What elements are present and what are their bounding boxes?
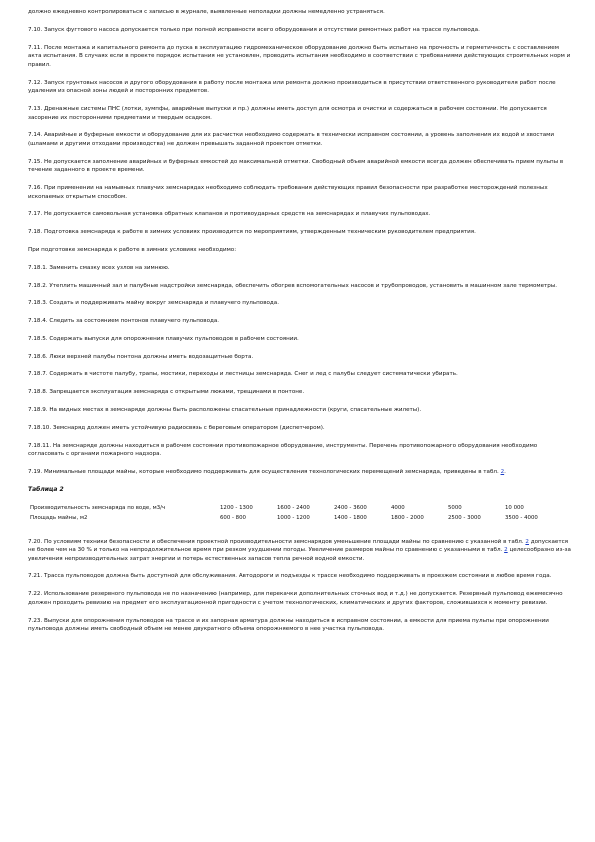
paragraph: 7.18.11. На земснаряде должны находиться в рабочем состоянии противопожарное оборудование, инструменты. Перечень противопожарного оборудования необходимо согласовать с органами пожарного надзора. — [28, 442, 538, 458]
table-cell: 1800 - 2000 — [391, 514, 424, 521]
table-2-link[interactable]: 2 — [525, 538, 529, 545]
paragraph-7-19: 7.19. Минимальные площади майны, которые необходимо поддерживать для осуществления технологических перемещений земснаряда, приведены в табл. 2. — [28, 468, 506, 475]
table-caption: Таблица 2 — [28, 485, 64, 493]
paragraph: 7.16. При применении на намывных плавучих земснарядах необходимо соблюдать требования действующих правил безопасности при разработке месторождений полезных ископаемых открытым способом. — [28, 185, 548, 200]
paragraph: 7.21. Трасса пульповодов должна быть доступной для обслуживания. Автодороги и подъезды к трассе необходимо поддерживать в проезжем состоянии в любое время года. — [28, 573, 552, 580]
paragraph: должно ежедневно контролироваться с записью в журнале, выявленные неполадки должны немедленно устраняться. — [28, 9, 385, 15]
table-cell: 1000 - 1200 — [277, 514, 310, 521]
table-cell: 10 000 — [505, 505, 524, 512]
table-cell: 2400 - 3600 — [334, 505, 367, 512]
paragraph: 7.18.2. Утеплить машинный зал и палубные надстройки земснаряда, обеспечить обогрев вспомогательных насосов и трубопроводов, установить в машинном зале термометры. — [28, 282, 558, 289]
table-cell: 1200 - 1300 — [220, 505, 253, 512]
paragraph: 7.18.4. Следить за состоянием понтонов плавучего пульповода. — [28, 318, 220, 325]
paragraph: При подготовке земснаряда к работе в зимних условиях необходимо: — [28, 246, 237, 253]
table-row — [30, 504, 562, 514]
paragraph: 7.18.6. Люки верхней палубы понтона должны иметь водозащитные борта. — [28, 353, 254, 360]
table-cell: 1400 - 1800 — [334, 514, 367, 521]
paragraph: 7.18.10. Земснаряд должен иметь устойчивую радиосвязь с береговым оператором (диспетчером). — [28, 424, 325, 431]
table-cell: 4000 — [391, 505, 405, 512]
paragraph: 7.23. Выпуски для опорожнения пульповодов на трассе и их запорная арматура должны находиться в исправном состоянии, а емкости для приема пульпы при опорожнении пульповода должны иметь свободный объем не менее двукратного объема опорожняемого в нее участка пульповода. — [28, 617, 549, 633]
paragraph: 7.15. Не допускается заполнение аварийных и буферных емкостей до максимальной отметки. Свободный объем аварийной емкости всегда должен обеспечивать прием пульпы в течение заданного в проекте времени. — [28, 158, 564, 174]
paragraph: 7.10. Запуск фугтового насоса допускается только при полной исправности всего оборудования и отсутствии ремонтных работ на трассе пульповода. — [28, 26, 480, 33]
table-cell: 3500 - 4000 — [505, 514, 538, 521]
paragraph: 7.18.7. Содержать в чистоте палубу, трапы, мостики, переходы и лестницы земснаряда. Снег и лед с палубы следует систематически убирать. — [28, 371, 458, 378]
table-cell: 1600 - 2400 — [277, 505, 310, 512]
paragraphs-top — [28, 8, 573, 459]
table-row — [30, 514, 562, 524]
maina-area-table — [30, 504, 562, 523]
paragraph: 7.18.9. На видных местах в земснаряде должны быть расположены спасательные принадлежности (круги, спасательные жилеты). — [28, 407, 422, 413]
table-cell: 600 - 800 — [220, 514, 246, 521]
table-row-header: Производительность земснаряда по воде, м3/ч — [30, 505, 166, 512]
table-cell: 5000 — [448, 505, 462, 512]
paragraph: 7.12. Запуск грунтовых насосов и другого оборудования в работу после монтажа или ремонта должно производиться в присутствии ответственного руководителя работ после удаления из опасной зоны людей и посторонних предметов. — [28, 79, 556, 95]
table-2-link[interactable]: 2 — [504, 547, 508, 554]
paragraph: 7.17. Не допускается самовольная установка обратных клапанов и противоударных средств на земснарядах и плавучих пульповодах. — [28, 211, 431, 218]
paragraph: 7.22. Использование резервного пульповода не по назначению (например, для перекачки дополнительных сточных вод и т.д.) не допускается. Резервный пульповод ежемесячно должен проходить ревизию на предмет его эксплуатационной пригодности с учетом технологических, климатических и других факторов, сложившихся к моменту ревизии. — [28, 591, 563, 606]
paragraph: 7.18. Подготовка земснаряда к работе в зимних условиях производится по мероприятиям, утвержденным техническим руководителем предприятия. — [28, 229, 476, 236]
paragraph: 7.11. После монтажа и капитального ремонта до пуска в эксплуатацию гидромеханическое оборудование должно быть испытано на прочность и герметичность с составлением акта испытания. В случаях если в проекте порядок испытания не установлен, проводить испытания необходимо в соответствии с требованиями действующих строительных норм и правил. — [28, 44, 571, 68]
paragraphs-bottom — [28, 572, 573, 633]
paragraph-7-20: 7.20. По условиям техники безопасности и обеспечения проектной производительности земснарядов уменьшение площади майны по сравнению с указанной в табл. 2 допускается не более чем на 30 % и только на непродолжительное время при резком ухудшении погоды. Увеличение размеров майны по сравнению с указанными в табл. 2 целесообразно из-за увеличения непроизводительных затрат энергии и потерь естественных запасов тепла речной водной емкости. — [28, 538, 571, 562]
table-2-link[interactable]: 2 — [500, 468, 505, 475]
paragraph: 7.14. Аварийные и буферные емкости и оборудование для их расчистки необходимо содержать в технически исправном состоянии, а уровень заполнения их водой и хвостами (шламами и другими отходами производства) не должен превышать заданной проектом отметки. — [28, 132, 555, 147]
table-row-header: Площадь майны, м2 — [30, 514, 88, 521]
paragraph: 7.18.1. Заменить смазку всех узлов на зимнюю. — [28, 264, 170, 271]
paragraph: 7.18.5. Содержать выпуски для опорожнения плавучих пульповодов в рабочем состоянии. — [28, 335, 299, 342]
paragraph: 7.18.8. Запрещается эксплуатация земснаряда с открытыми люками, трещинами в понтоне. — [28, 389, 305, 396]
paragraph: 7.13. Дренажные системы ПНС (лотки, зумпфы, аварийные выпуски и пр.) должны иметь доступ для осмотра и очистки и содержаться в рабочем состоянии. Не допускается засорение их посторонними предметами и твердым осадком. — [28, 105, 547, 121]
table-cell: 2500 - 3000 — [448, 514, 481, 521]
paragraph: 7.18.3. Создать и поддерживать майну вокруг земснаряда и плавучего пульповода. — [28, 300, 280, 307]
